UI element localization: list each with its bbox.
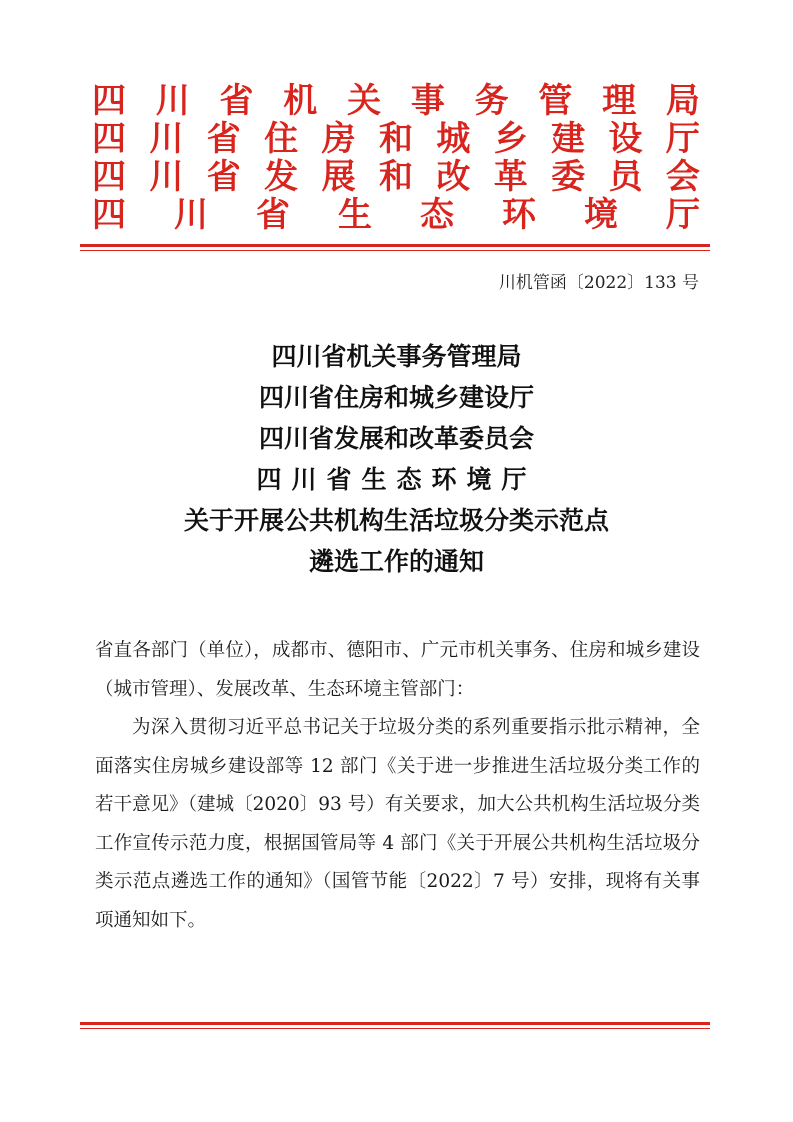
issuer-char: 川 <box>155 81 190 121</box>
title-line: 四川省发展和改革委员会 <box>258 424 534 453</box>
issuer-char: 局 <box>665 81 700 121</box>
title-line: 四川省机关事务管理局 <box>271 342 522 371</box>
issuer-char: 省 <box>256 195 290 235</box>
issuer-char: 四 <box>92 157 126 197</box>
issuer-char: 乡 <box>493 119 528 159</box>
issuer-char: 省 <box>219 81 254 121</box>
issuer-char: 四 <box>92 119 126 159</box>
issuer-char: 委 <box>551 157 586 197</box>
issuer-char: 理 <box>602 81 637 121</box>
issuer-char: 设 <box>608 119 643 159</box>
issuer-char: 川 <box>149 119 184 159</box>
issuer-char: 改 <box>436 157 471 197</box>
issuer-char: 厅 <box>666 195 700 235</box>
title-line: 四川省住房和城乡建设厅 <box>258 383 534 412</box>
issuer-char: 省 <box>206 157 241 197</box>
issuer-char: 发 <box>264 157 299 197</box>
issuer-char: 环 <box>502 195 536 235</box>
issuer-char: 管 <box>538 81 573 121</box>
issuer-char: 机 <box>283 81 318 121</box>
issuer-char: 态 <box>420 195 454 235</box>
issuer-char: 革 <box>493 157 528 197</box>
footer-divider <box>80 1022 710 1029</box>
issuer-char: 川 <box>149 157 184 197</box>
issuer-char: 住 <box>264 119 299 159</box>
issuer-char: 事 <box>410 81 445 121</box>
issuer-char: 生 <box>338 195 372 235</box>
issuer-char: 境 <box>584 195 618 235</box>
header-divider <box>80 244 710 251</box>
document-number: 川机管函〔2022〕133 号 <box>498 273 699 293</box>
issuer-char: 川 <box>174 195 208 235</box>
issuer-char: 和 <box>378 119 413 159</box>
issuer-char: 房 <box>321 119 356 159</box>
title-line: 关于开展公共机构生活垃圾分类示范点 <box>183 506 609 535</box>
issuer-char: 展 <box>321 157 356 197</box>
issuer-char: 省 <box>206 119 241 159</box>
issuer-char: 厅 <box>665 119 700 159</box>
issuer-char: 和 <box>378 157 413 197</box>
issuer-char: 城 <box>436 119 471 159</box>
issuer-line <box>92 196 700 234</box>
issuer-char: 四 <box>92 195 126 235</box>
issuer-line <box>92 158 700 196</box>
document-body <box>95 632 700 940</box>
salutation: 省直各部门（单位），成都市、德阳市、广元市机关事务、住房和城乡建设（城市管理）、发展改革、生态环境主管部门： <box>95 640 700 700</box>
issuer-char: 务 <box>474 81 509 121</box>
issuer-char: 员 <box>608 157 643 197</box>
issuer-char: 会 <box>665 157 700 197</box>
issuer-header <box>92 82 700 234</box>
issuer-char: 四 <box>92 81 126 121</box>
issuer-line <box>92 120 700 158</box>
issuer-char: 关 <box>347 81 382 121</box>
issuer-char: 建 <box>551 119 586 159</box>
body-paragraph: 为深入贯彻习近平总书记关于垃圾分类的系列重要指示批示精神，全面落实住房城乡建设部等 12 部门《关于进一步推进生活垃圾分类工作的若干意见》（建城〔2020〕93 号）有关要求，加大公共机构生活垃圾分类工作宣传示范力度，根据国管局等 4 部门《关于开展公共机构生活垃圾分类示范点遴选工作的通知》（国管节能〔2022〕7 号）安排，现将有关事项通知如下。 <box>95 717 700 931</box>
title-line: 遴选工作的通知 <box>308 547 484 576</box>
document-title <box>60 336 733 582</box>
title-line: 四川省生态环境厅 <box>256 465 537 494</box>
issuer-line <box>92 82 700 120</box>
